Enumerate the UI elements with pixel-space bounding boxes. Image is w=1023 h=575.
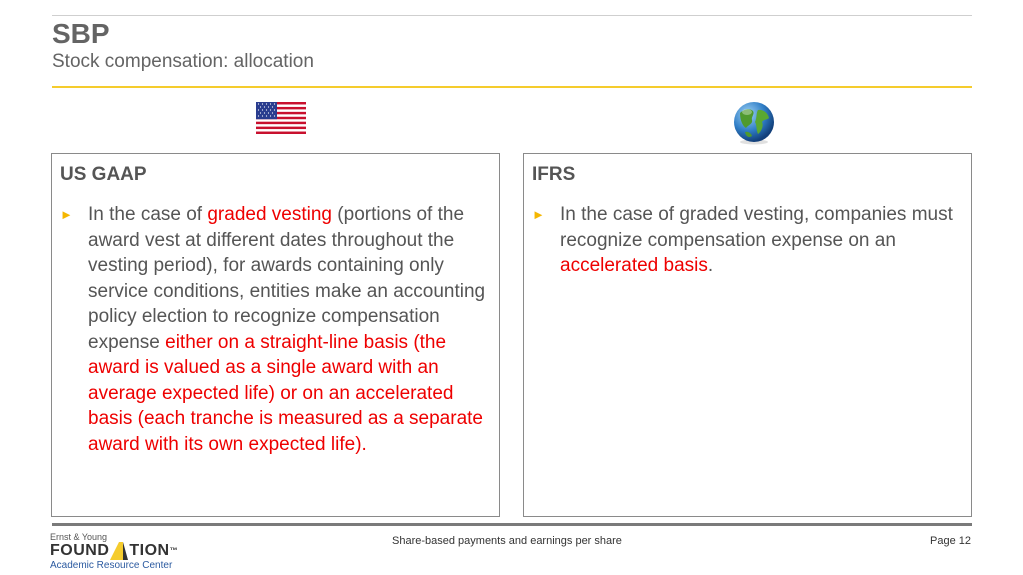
globe-icon bbox=[731, 101, 777, 145]
us-gaap-bullet bbox=[60, 202, 489, 457]
ifrs-heading: IFRS bbox=[532, 164, 576, 185]
text-segment: . bbox=[707, 255, 714, 276]
slide-title: SBP bbox=[52, 18, 110, 49]
ifrs-bullet bbox=[532, 202, 961, 279]
highlighted-text-segment: accelerated basis bbox=[560, 255, 708, 276]
text-segment: In the case of bbox=[88, 204, 208, 225]
trademark-mark: ™ bbox=[169, 546, 179, 555]
highlighted-text-segment: graded vesting bbox=[207, 204, 333, 225]
us-flag-icon bbox=[256, 102, 306, 134]
triangle-right-icon: ► bbox=[532, 207, 545, 222]
ey-foundation-logo bbox=[50, 532, 178, 572]
logo-text-right: TION bbox=[129, 542, 170, 559]
top-divider bbox=[52, 15, 972, 16]
us-gaap-bullet-text bbox=[88, 202, 489, 457]
title-underline bbox=[52, 86, 972, 88]
highlighted-text-segment: either on a straight-line basis (the award is valued as a single award with an average expected life) or on an accelerated basis (each tranche is measured as a separate award with its own expected life). bbox=[88, 331, 483, 455]
logo-text-left: FOUND bbox=[50, 542, 110, 559]
slide-subtitle: Stock compensation: allocation bbox=[52, 51, 314, 72]
text-segment: In the case of graded vesting, companies must recognize compensation expense on an bbox=[560, 204, 953, 251]
footer-topic: Share-based payments and earnings per share bbox=[392, 535, 622, 547]
triangle-right-icon: ► bbox=[60, 207, 73, 222]
page-number: Page 12 bbox=[930, 535, 971, 547]
logo-academic-resource-center: Academic Resource Center bbox=[50, 560, 173, 571]
ifrs-bullet-text bbox=[560, 202, 961, 279]
text-segment: (portions of the award vest at different dates throughout the vesting period), for awards containing only service conditions, entities make an accounting policy election to recognize compensation expense bbox=[88, 204, 486, 353]
ifrs-panel bbox=[523, 153, 972, 517]
logo-foundation bbox=[50, 542, 178, 560]
footer-divider bbox=[52, 523, 972, 526]
yellow-beam-icon bbox=[109, 542, 129, 560]
us-gaap-heading: US GAAP bbox=[60, 164, 147, 185]
us-gaap-panel bbox=[51, 153, 500, 517]
logo-ernst-young: Ernst & Young bbox=[50, 532, 108, 542]
